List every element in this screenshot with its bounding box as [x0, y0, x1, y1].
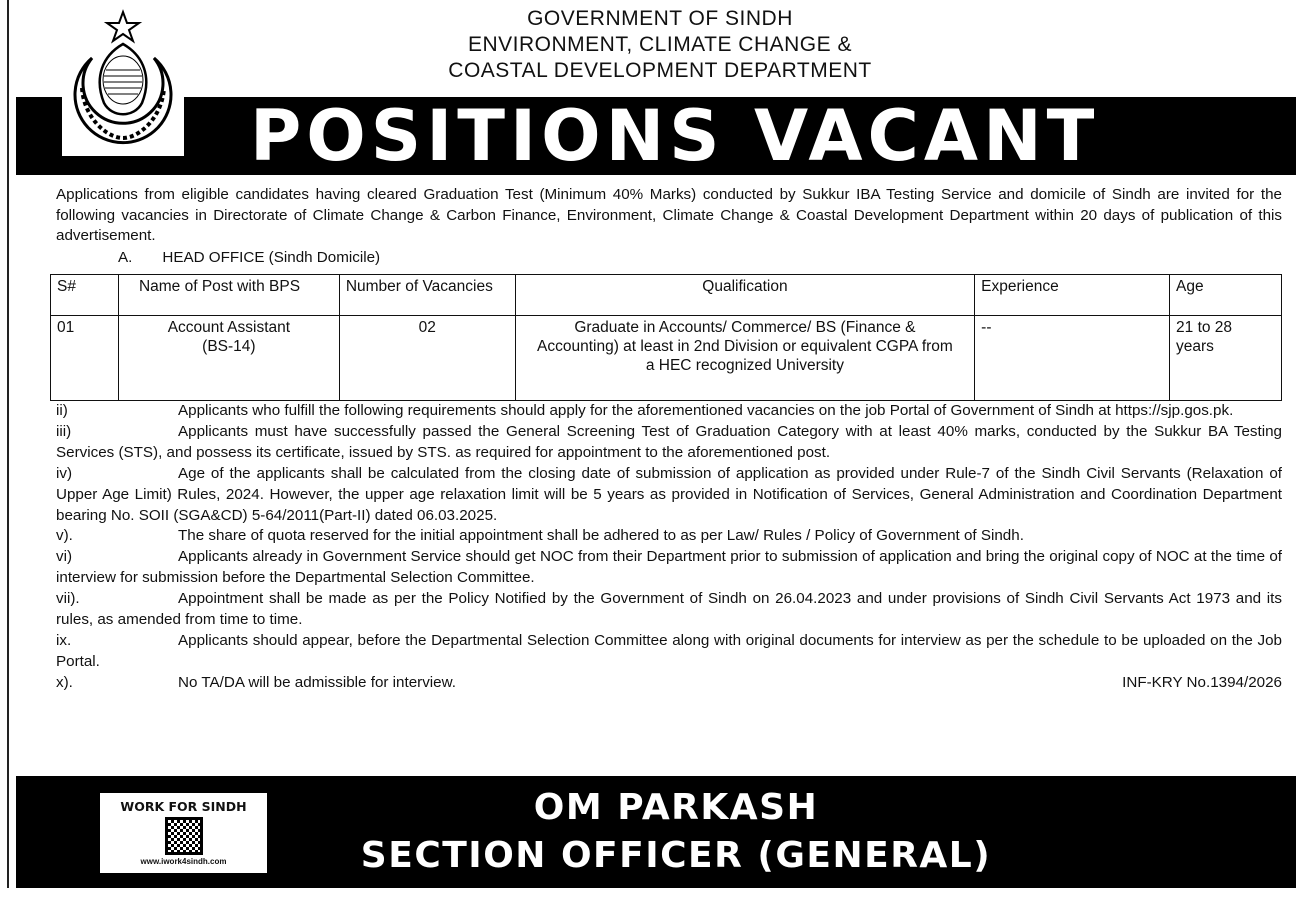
note-number: iii)	[56, 422, 72, 440]
note-text: Applicants who fulfill the following requirements should apply for the aforementioned vacancies on the job Portal of Government of Sindh at https://sjp.gos.pk.	[178, 402, 1234, 419]
note-text: Applicants must have successfully passed the General Screening Test of Graduation Category with at least 40% marks, conducted by the Sukkur BA Testing Services (STS), and possess its certificate, issued by STS. as required for appointment to the aforementioned post.	[56, 422, 1282, 461]
note-item	[56, 526, 1282, 547]
note-number: iv)	[56, 464, 73, 482]
department-header	[360, 6, 960, 84]
vacancy-table	[50, 274, 1282, 401]
cell-serial: 01	[51, 316, 119, 401]
intro-paragraph: Applications from eligible candidates having cleared Graduation Test (Minimum 40% Marks) conducted by Sukkur IBA Testing Service and domicile of Sindh are invited for the following vacancies in Directorate of Climate Change & Carbon Finance, Environment, Climate Change & Coastal Development Department within 20 days of publication of this advertisement.	[56, 186, 1282, 244]
note-item	[56, 589, 1282, 631]
header-cell: Qualification	[515, 275, 975, 316]
note-number: vi)	[56, 548, 73, 566]
iwork-for-sindh-badge	[100, 793, 267, 873]
note-text: No TA/DA will be admissible for interview.	[178, 673, 456, 691]
note-item	[56, 673, 1282, 694]
signatory-name: OM PARKASH	[533, 787, 819, 828]
section-title: HEAD OFFICE (Sindh Domicile)	[162, 249, 381, 266]
reference-number: INF-KRY No.1394/2026	[1122, 673, 1282, 691]
section-letter: A.	[118, 249, 133, 266]
note-text: Applicants should appear, before the Departmental Selection Committee along with original documents for interview as per the schedule to be uploaded on the Job Portal.	[56, 631, 1282, 670]
header-line-2: ENVIRONMENT, CLIMATE CHANGE &	[468, 33, 852, 56]
header-line-3: COASTAL DEVELOPMENT DEPARTMENT	[448, 59, 872, 82]
border-line	[7, 0, 9, 888]
note-number: v).	[56, 527, 73, 545]
signature-footer	[16, 776, 1296, 888]
page-title: POSITIONS VACANT	[250, 95, 1100, 177]
note-item	[56, 422, 1282, 464]
note-text: The share of quota reserved for the initial appointment shall be adhered to as per Law/ Rules / Policy of Government of Sindh.	[178, 527, 1024, 545]
note-text: Applicants already in Government Service should get NOC from their Department prior to submission of application and bring the original copy of NOC at the time of interview for submission before the Departmental Selection Committee.	[56, 548, 1282, 587]
header-cell: Number of Vacancies	[339, 275, 515, 316]
header-cell: Name of Post with BPS	[118, 275, 339, 316]
note-text: Age of the applicants shall be calculated from the closing date of submission of application as provided under Rule-7 of the Sindh Civil Servants (Relaxation of Upper Age Limit) Rules, 2024. However, the upper age relaxation limit will be 5 years as provided in Notification of Services, General Administration and Coordination Department bearing No. SOII (SGA&CD) 5-64/2011(Part-II) dated 06.03.2025.	[56, 464, 1282, 524]
header-cell: S#	[51, 275, 119, 316]
table-header-row	[51, 275, 1282, 316]
cell-post: Account Assistant (BS-14)	[118, 316, 339, 401]
cell-vacancies: 02	[339, 316, 515, 401]
cell-qualification: Graduate in Accounts/ Commerce/ BS (Finance & Accounting) at least in 2nd Division or equivalent CGPA from a HEC recognized University	[515, 316, 975, 401]
note-item	[56, 401, 1282, 422]
note-number: ix.	[56, 631, 72, 649]
note-item	[56, 464, 1282, 527]
table-row	[51, 316, 1282, 401]
section-heading	[118, 249, 410, 266]
badge-title: WORK FOR SINDH	[120, 799, 247, 814]
qr-code-icon	[165, 817, 203, 855]
cell-experience: --	[975, 316, 1170, 401]
header-cell: Experience	[975, 275, 1170, 316]
note-item	[56, 547, 1282, 589]
signatory	[326, 784, 1026, 880]
note-text: Appointment shall be made as per the Policy Notified by the Government of Sindh on 26.04.2023 and under provisions of Sindh Civil Servants Act 1973 and its rules, as amended from time to time.	[56, 590, 1282, 629]
note-number: ii)	[56, 402, 68, 419]
note-item	[56, 631, 1282, 673]
cell-age: 21 to 28 years	[1170, 316, 1282, 401]
note-number: x).	[56, 673, 73, 691]
notes-list	[56, 401, 1282, 694]
note-number: vii).	[56, 590, 80, 608]
badge-url: www.iwork4sindh.com	[140, 857, 227, 866]
signatory-designation: SECTION OFFICER (GENERAL)	[360, 835, 992, 876]
header-cell: Age	[1170, 275, 1282, 316]
sindh-government-logo	[62, 8, 184, 156]
header-line-1: GOVERNMENT OF SINDH	[527, 7, 793, 30]
